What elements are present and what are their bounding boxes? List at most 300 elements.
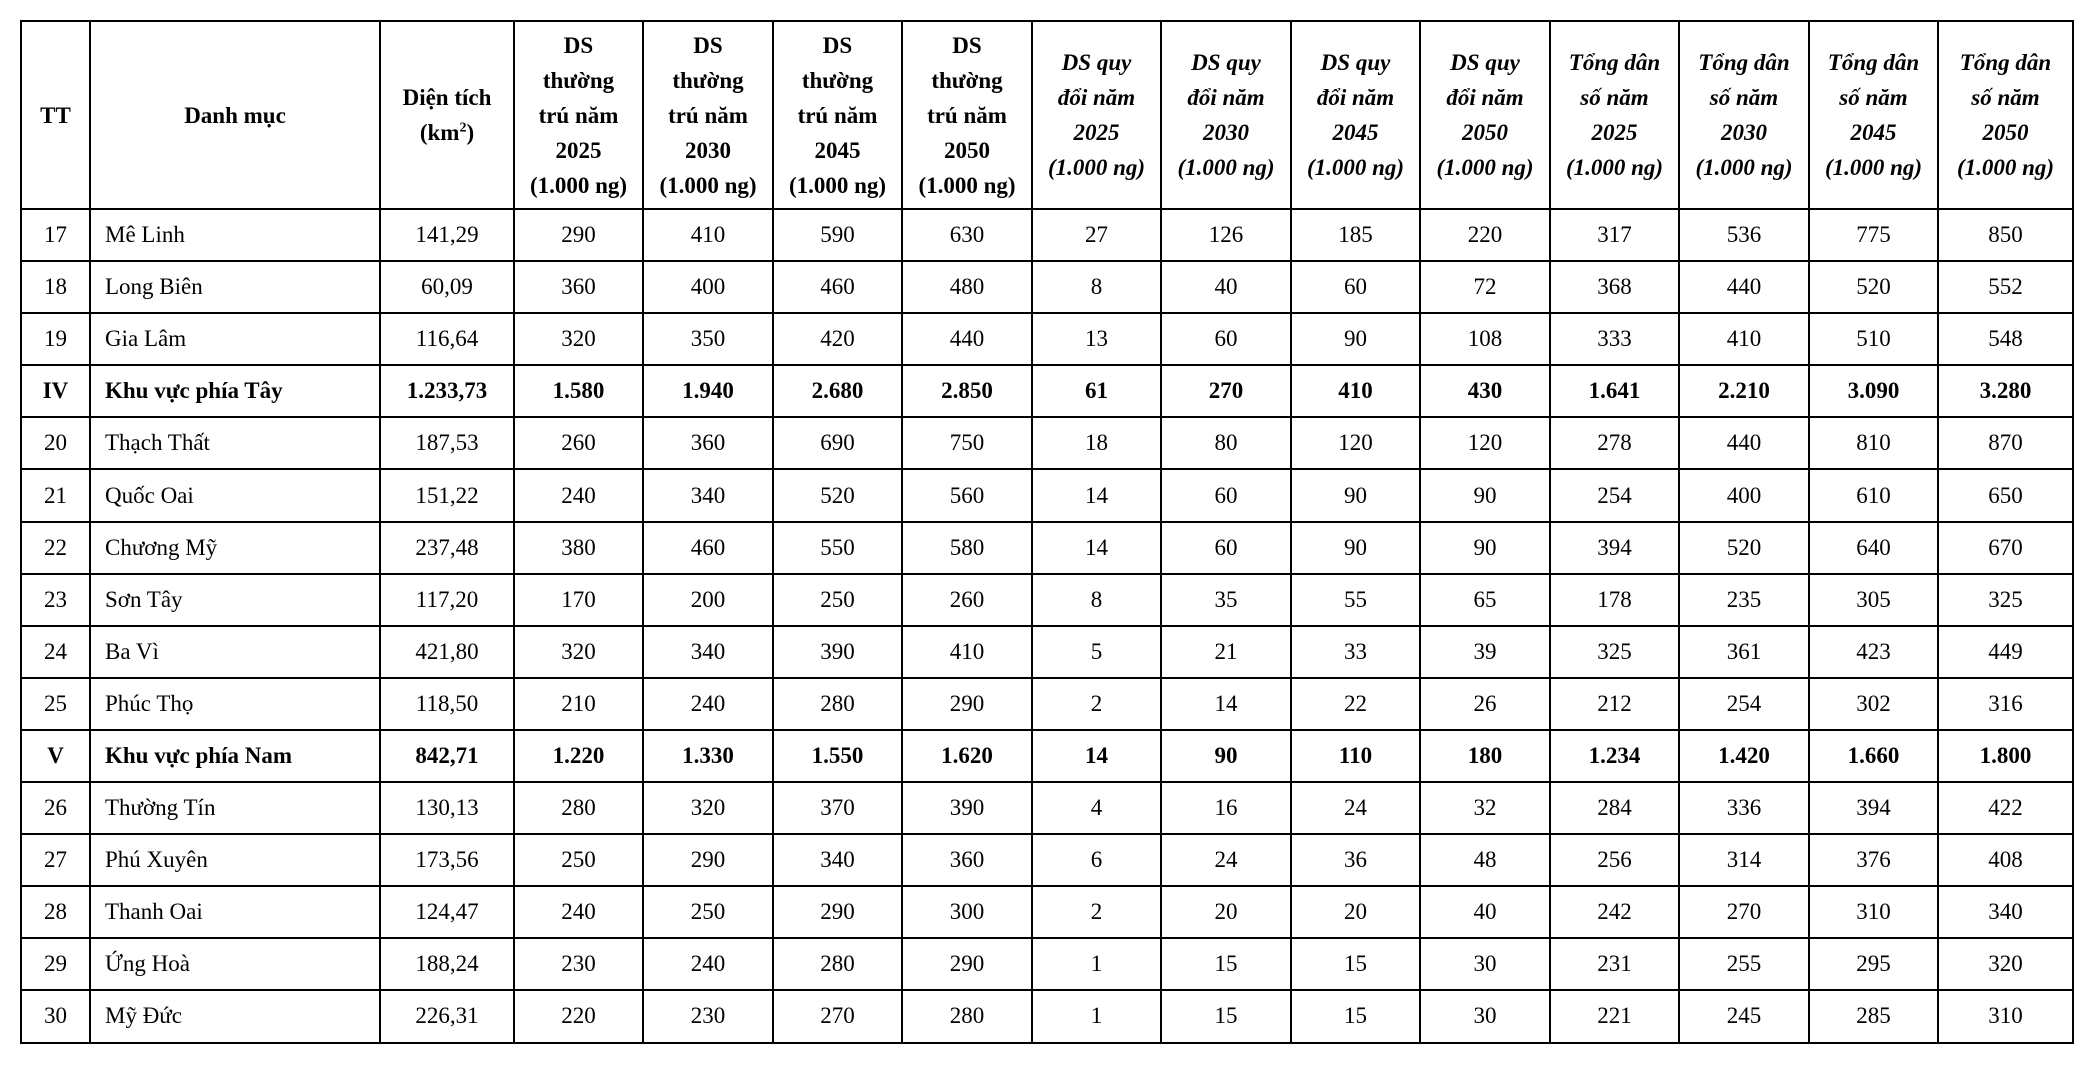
table-row xyxy=(21,678,2073,730)
header-dien-tich-label: Diện tích xyxy=(402,85,492,110)
cell-dien-tich: 141,29 xyxy=(380,209,514,261)
cell-ds-quy-doi-2025: 18 xyxy=(1032,417,1161,469)
header-line: 2050 xyxy=(944,137,990,163)
header-line: số năm xyxy=(1839,85,1908,110)
cell-tt: 18 xyxy=(21,261,90,313)
cell-ds-quy-doi-2050: 40 xyxy=(1420,886,1550,938)
table-row xyxy=(21,209,2073,261)
header-line: thường xyxy=(801,67,874,93)
population-table xyxy=(20,20,2074,1044)
cell-ds-thuong-tru-2050: 750 xyxy=(902,417,1032,469)
cell-ds-quy-doi-2025: 4 xyxy=(1032,782,1161,834)
cell-tong-dan-so-2045: 610 xyxy=(1809,469,1938,521)
cell-ds-quy-doi-2050: 120 xyxy=(1420,417,1550,469)
cell-ds-quy-doi-2045: 60 xyxy=(1291,261,1420,313)
cell-ds-thuong-tru-2025: 280 xyxy=(514,782,643,834)
cell-tong-dan-so-2050: 670 xyxy=(1938,522,2073,574)
header-line: DS quy xyxy=(1320,50,1391,75)
header-line: 2030 xyxy=(685,137,731,163)
cell-tong-dan-so-2045: 3.090 xyxy=(1809,365,1938,417)
header-line: Tổng dân xyxy=(1959,50,2052,75)
cell-ds-thuong-tru-2050: 480 xyxy=(902,261,1032,313)
header-row xyxy=(21,21,2073,209)
cell-ds-thuong-tru-2030: 320 xyxy=(643,782,773,834)
cell-ds-thuong-tru-2050: 2.850 xyxy=(902,365,1032,417)
cell-tt: 29 xyxy=(21,938,90,990)
cell-ds-thuong-tru-2030: 1.330 xyxy=(643,730,773,782)
cell-tong-dan-so-2030: 440 xyxy=(1679,261,1809,313)
cell-tong-dan-so-2025: 325 xyxy=(1550,626,1679,678)
cell-ds-quy-doi-2050: 90 xyxy=(1420,522,1550,574)
cell-ds-thuong-tru-2030: 340 xyxy=(643,626,773,678)
cell-ds-quy-doi-2045: 15 xyxy=(1291,990,1420,1042)
table-row xyxy=(21,522,2073,574)
table-row xyxy=(21,782,2073,834)
cell-ds-thuong-tru-2050: 290 xyxy=(902,938,1032,990)
cell-ds-thuong-tru-2045: 280 xyxy=(773,938,902,990)
cell-tong-dan-so-2045: 640 xyxy=(1809,522,1938,574)
cell-tong-dan-so-2030: 361 xyxy=(1679,626,1809,678)
cell-tong-dan-so-2025: 221 xyxy=(1550,990,1679,1042)
table-row xyxy=(21,626,2073,678)
header-line: DS quy xyxy=(1191,50,1261,75)
header-dien-tich xyxy=(380,21,514,209)
cell-dien-tich: 187,53 xyxy=(380,417,514,469)
cell-tong-dan-so-2045: 305 xyxy=(1809,574,1938,626)
cell-tt: 22 xyxy=(21,522,90,574)
cell-tong-dan-so-2030: 2.210 xyxy=(1679,365,1809,417)
header-line: DS xyxy=(693,32,723,58)
cell-tong-dan-so-2025: 254 xyxy=(1550,469,1679,521)
cell-tong-dan-so-2045: 310 xyxy=(1809,886,1938,938)
cell-ds-quy-doi-2045: 110 xyxy=(1291,730,1420,782)
cell-ds-thuong-tru-2025: 360 xyxy=(514,261,643,313)
cell-ds-thuong-tru-2050: 1.620 xyxy=(902,730,1032,782)
cell-tong-dan-so-2050: 408 xyxy=(1938,834,2073,886)
header-ds-thuong-tru-2045 xyxy=(773,21,902,209)
header-line: 2025 xyxy=(555,137,602,163)
cell-ds-quy-doi-2030: 40 xyxy=(1161,261,1291,313)
cell-tong-dan-so-2030: 255 xyxy=(1679,938,1809,990)
cell-ds-quy-doi-2050: 30 xyxy=(1420,938,1550,990)
header-tong-dan-so-2025 xyxy=(1550,21,1679,209)
cell-ds-quy-doi-2050: 72 xyxy=(1420,261,1550,313)
header-line: (1.000 ng) xyxy=(1047,155,1146,180)
cell-tong-dan-so-2050: 449 xyxy=(1938,626,2073,678)
header-line: đổi năm xyxy=(1187,85,1265,110)
header-line: Tổng dân xyxy=(1568,50,1661,75)
cell-ds-thuong-tru-2025: 250 xyxy=(514,834,643,886)
cell-danh-muc: Khu vực phía Nam xyxy=(90,730,380,782)
cell-ds-thuong-tru-2050: 390 xyxy=(902,782,1032,834)
header-dien-tich-unit: (km xyxy=(419,120,460,145)
cell-tong-dan-so-2050: 548 xyxy=(1938,313,2073,365)
cell-ds-quy-doi-2025: 14 xyxy=(1032,522,1161,574)
cell-tong-dan-so-2025: 284 xyxy=(1550,782,1679,834)
cell-ds-thuong-tru-2030: 400 xyxy=(643,261,773,313)
cell-ds-thuong-tru-2025: 240 xyxy=(514,469,643,521)
cell-tong-dan-so-2030: 245 xyxy=(1679,990,1809,1042)
cell-dien-tich: 118,50 xyxy=(380,678,514,730)
cell-ds-quy-doi-2050: 32 xyxy=(1420,782,1550,834)
cell-tong-dan-so-2045: 1.660 xyxy=(1809,730,1938,782)
cell-ds-quy-doi-2030: 21 xyxy=(1161,626,1291,678)
cell-ds-thuong-tru-2045: 590 xyxy=(773,209,902,261)
header-line: (1.000 ng) xyxy=(659,172,757,198)
cell-ds-quy-doi-2030: 60 xyxy=(1161,469,1291,521)
cell-ds-thuong-tru-2045: 520 xyxy=(773,469,902,521)
cell-ds-thuong-tru-2050: 260 xyxy=(902,574,1032,626)
cell-tong-dan-so-2025: 231 xyxy=(1550,938,1679,990)
table-group-row xyxy=(21,730,2073,782)
cell-dien-tich: 117,20 xyxy=(380,574,514,626)
cell-tong-dan-so-2045: 810 xyxy=(1809,417,1938,469)
cell-ds-quy-doi-2025: 2 xyxy=(1032,886,1161,938)
table-group-row xyxy=(21,365,2073,417)
cell-ds-thuong-tru-2050: 630 xyxy=(902,209,1032,261)
header-line: (1.000 ng) xyxy=(1824,155,1923,180)
cell-tong-dan-so-2025: 1.234 xyxy=(1550,730,1679,782)
header-dien-tich-sup: 2 xyxy=(459,120,467,136)
cell-tong-dan-so-2050: 850 xyxy=(1938,209,2073,261)
cell-tt: 26 xyxy=(21,782,90,834)
cell-ds-quy-doi-2050: 108 xyxy=(1420,313,1550,365)
cell-ds-quy-doi-2050: 48 xyxy=(1420,834,1550,886)
cell-ds-thuong-tru-2025: 1.220 xyxy=(514,730,643,782)
header-line: trú năm xyxy=(927,102,1007,128)
cell-tong-dan-so-2030: 440 xyxy=(1679,417,1809,469)
cell-ds-thuong-tru-2050: 580 xyxy=(902,522,1032,574)
cell-tong-dan-so-2045: 295 xyxy=(1809,938,1938,990)
header-line: DS quy xyxy=(1061,50,1132,75)
table-body xyxy=(21,209,2073,1043)
header-line: 2045 xyxy=(1332,120,1379,145)
cell-danh-muc: Phúc Thọ xyxy=(90,678,380,730)
header-line: Tổng dân xyxy=(1827,50,1920,75)
header-line: đổi năm xyxy=(1446,85,1524,110)
table-row xyxy=(21,261,2073,313)
cell-tong-dan-so-2045: 394 xyxy=(1809,782,1938,834)
cell-danh-muc: Mê Linh xyxy=(90,209,380,261)
cell-tong-dan-so-2045: 285 xyxy=(1809,990,1938,1042)
cell-dien-tich: 1.233,73 xyxy=(380,365,514,417)
cell-tong-dan-so-2030: 336 xyxy=(1679,782,1809,834)
cell-danh-muc: Ứng Hoà xyxy=(90,938,380,990)
header-line: 2050 xyxy=(1982,120,2029,145)
header-line: 2050 xyxy=(1462,120,1508,145)
cell-dien-tich: 188,24 xyxy=(380,938,514,990)
header-dien-tich-close: ) xyxy=(466,120,475,145)
cell-danh-muc: Sơn Tây xyxy=(90,574,380,626)
header-line: (1.000 ng) xyxy=(1306,155,1405,180)
cell-ds-thuong-tru-2030: 200 xyxy=(643,574,773,626)
cell-tt: 17 xyxy=(21,209,90,261)
cell-ds-quy-doi-2025: 13 xyxy=(1032,313,1161,365)
cell-tong-dan-so-2050: 316 xyxy=(1938,678,2073,730)
cell-ds-quy-doi-2050: 30 xyxy=(1420,990,1550,1042)
header-line: 2045 xyxy=(814,137,861,163)
cell-ds-quy-doi-2045: 90 xyxy=(1291,522,1420,574)
cell-ds-thuong-tru-2050: 300 xyxy=(902,886,1032,938)
header-ds-thuong-tru-2050 xyxy=(902,21,1032,209)
cell-danh-muc: Khu vực phía Tây xyxy=(90,365,380,417)
header-line: số năm xyxy=(1971,85,2040,110)
cell-ds-thuong-tru-2045: 690 xyxy=(773,417,902,469)
cell-ds-thuong-tru-2045: 1.550 xyxy=(773,730,902,782)
cell-tong-dan-so-2025: 256 xyxy=(1550,834,1679,886)
cell-tong-dan-so-2050: 3.280 xyxy=(1938,365,2073,417)
cell-danh-muc: Mỹ Đức xyxy=(90,990,380,1042)
cell-ds-quy-doi-2045: 15 xyxy=(1291,938,1420,990)
cell-ds-thuong-tru-2050: 560 xyxy=(902,469,1032,521)
cell-ds-thuong-tru-2045: 250 xyxy=(773,574,902,626)
cell-dien-tich: 130,13 xyxy=(380,782,514,834)
population-table-container xyxy=(20,20,2074,1044)
cell-ds-thuong-tru-2025: 320 xyxy=(514,626,643,678)
cell-ds-thuong-tru-2050: 410 xyxy=(902,626,1032,678)
cell-ds-thuong-tru-2030: 240 xyxy=(643,678,773,730)
cell-danh-muc: Thanh Oai xyxy=(90,886,380,938)
cell-ds-quy-doi-2045: 55 xyxy=(1291,574,1420,626)
cell-ds-quy-doi-2045: 24 xyxy=(1291,782,1420,834)
cell-ds-quy-doi-2030: 270 xyxy=(1161,365,1291,417)
cell-ds-quy-doi-2025: 14 xyxy=(1032,469,1161,521)
cell-danh-muc: Phú Xuyên xyxy=(90,834,380,886)
cell-ds-quy-doi-2030: 126 xyxy=(1161,209,1291,261)
cell-ds-quy-doi-2025: 8 xyxy=(1032,574,1161,626)
cell-tt: 27 xyxy=(21,834,90,886)
cell-ds-quy-doi-2025: 8 xyxy=(1032,261,1161,313)
cell-ds-quy-doi-2025: 27 xyxy=(1032,209,1161,261)
cell-dien-tich: 237,48 xyxy=(380,522,514,574)
cell-tong-dan-so-2050: 320 xyxy=(1938,938,2073,990)
cell-tong-dan-so-2030: 314 xyxy=(1679,834,1809,886)
cell-ds-quy-doi-2030: 20 xyxy=(1161,886,1291,938)
cell-danh-muc: Gia Lâm xyxy=(90,313,380,365)
cell-ds-thuong-tru-2050: 280 xyxy=(902,990,1032,1042)
header-line: đổi năm xyxy=(1316,85,1395,110)
cell-tong-dan-so-2045: 510 xyxy=(1809,313,1938,365)
cell-ds-thuong-tru-2045: 340 xyxy=(773,834,902,886)
table-row xyxy=(21,886,2073,938)
header-line: số năm xyxy=(1709,85,1779,110)
cell-tt: 21 xyxy=(21,469,90,521)
cell-ds-quy-doi-2025: 1 xyxy=(1032,990,1161,1042)
cell-tong-dan-so-2030: 1.420 xyxy=(1679,730,1809,782)
cell-ds-thuong-tru-2045: 280 xyxy=(773,678,902,730)
header-ds-quy-doi-2025 xyxy=(1032,21,1161,209)
cell-ds-thuong-tru-2045: 290 xyxy=(773,886,902,938)
header-line: DS xyxy=(952,32,982,58)
cell-ds-quy-doi-2050: 65 xyxy=(1420,574,1550,626)
cell-ds-thuong-tru-2030: 350 xyxy=(643,313,773,365)
cell-ds-thuong-tru-2025: 170 xyxy=(514,574,643,626)
table-row xyxy=(21,938,2073,990)
cell-ds-thuong-tru-2025: 220 xyxy=(514,990,643,1042)
cell-tong-dan-so-2030: 400 xyxy=(1679,469,1809,521)
header-line: trú năm xyxy=(668,102,748,128)
cell-ds-thuong-tru-2030: 250 xyxy=(643,886,773,938)
cell-tong-dan-so-2030: 520 xyxy=(1679,522,1809,574)
header-line: trú năm xyxy=(538,102,619,128)
cell-danh-muc: Thạch Thất xyxy=(90,417,380,469)
cell-ds-quy-doi-2030: 90 xyxy=(1161,730,1291,782)
cell-tt: V xyxy=(21,730,90,782)
table-row xyxy=(21,417,2073,469)
cell-tong-dan-so-2025: 317 xyxy=(1550,209,1679,261)
cell-ds-quy-doi-2045: 33 xyxy=(1291,626,1420,678)
header-line: (1.000 ng) xyxy=(918,172,1016,198)
header-line: Tổng dân xyxy=(1698,50,1790,75)
cell-tong-dan-so-2050: 325 xyxy=(1938,574,2073,626)
cell-ds-thuong-tru-2025: 380 xyxy=(514,522,643,574)
cell-ds-thuong-tru-2030: 230 xyxy=(643,990,773,1042)
table-row xyxy=(21,469,2073,521)
cell-ds-quy-doi-2045: 120 xyxy=(1291,417,1420,469)
cell-tt: 30 xyxy=(21,990,90,1042)
header-line: thường xyxy=(542,67,615,93)
cell-danh-muc: Quốc Oai xyxy=(90,469,380,521)
cell-ds-quy-doi-2030: 15 xyxy=(1161,990,1291,1042)
cell-tong-dan-so-2030: 410 xyxy=(1679,313,1809,365)
cell-ds-thuong-tru-2025: 290 xyxy=(514,209,643,261)
header-ds-quy-doi-2050 xyxy=(1420,21,1550,209)
header-tong-dan-so-2045 xyxy=(1809,21,1938,209)
cell-ds-quy-doi-2050: 90 xyxy=(1420,469,1550,521)
cell-danh-muc: Ba Vì xyxy=(90,626,380,678)
cell-ds-quy-doi-2030: 80 xyxy=(1161,417,1291,469)
cell-ds-quy-doi-2025: 5 xyxy=(1032,626,1161,678)
cell-ds-quy-doi-2025: 6 xyxy=(1032,834,1161,886)
cell-ds-thuong-tru-2045: 550 xyxy=(773,522,902,574)
cell-ds-quy-doi-2045: 20 xyxy=(1291,886,1420,938)
cell-danh-muc: Long Biên xyxy=(90,261,380,313)
header-line: 2025 xyxy=(1591,120,1638,145)
cell-ds-thuong-tru-2050: 360 xyxy=(902,834,1032,886)
cell-tong-dan-so-2030: 254 xyxy=(1679,678,1809,730)
cell-ds-quy-doi-2025: 1 xyxy=(1032,938,1161,990)
cell-tong-dan-so-2050: 310 xyxy=(1938,990,2073,1042)
cell-ds-thuong-tru-2030: 360 xyxy=(643,417,773,469)
header-line: DS quy xyxy=(1450,50,1520,75)
cell-ds-quy-doi-2045: 410 xyxy=(1291,365,1420,417)
header-tt: TT xyxy=(21,21,90,209)
cell-ds-quy-doi-2050: 430 xyxy=(1420,365,1550,417)
cell-tt: IV xyxy=(21,365,90,417)
cell-tong-dan-so-2045: 520 xyxy=(1809,261,1938,313)
header-tong-dan-so-2050 xyxy=(1938,21,2073,209)
cell-ds-quy-doi-2025: 2 xyxy=(1032,678,1161,730)
cell-tt: 20 xyxy=(21,417,90,469)
cell-tt: 28 xyxy=(21,886,90,938)
cell-tt: 24 xyxy=(21,626,90,678)
cell-danh-muc: Thường Tín xyxy=(90,782,380,834)
header-line: 2030 xyxy=(1203,120,1249,145)
cell-ds-thuong-tru-2025: 240 xyxy=(514,886,643,938)
cell-ds-thuong-tru-2045: 460 xyxy=(773,261,902,313)
cell-tong-dan-so-2025: 178 xyxy=(1550,574,1679,626)
cell-danh-muc: Chương Mỹ xyxy=(90,522,380,574)
cell-ds-quy-doi-2030: 60 xyxy=(1161,522,1291,574)
header-ds-thuong-tru-2030 xyxy=(643,21,773,209)
header-line: DS xyxy=(822,32,853,58)
header-line: đổi năm xyxy=(1057,85,1136,110)
cell-ds-quy-doi-2045: 185 xyxy=(1291,209,1420,261)
cell-tt: 19 xyxy=(21,313,90,365)
cell-ds-quy-doi-2030: 35 xyxy=(1161,574,1291,626)
cell-tong-dan-so-2050: 1.800 xyxy=(1938,730,2073,782)
header-ds-thuong-tru-2025 xyxy=(514,21,643,209)
cell-tong-dan-so-2050: 340 xyxy=(1938,886,2073,938)
header-line: (1.000 ng) xyxy=(529,172,628,198)
header-line: trú năm xyxy=(797,102,878,128)
cell-dien-tich: 842,71 xyxy=(380,730,514,782)
header-danh-muc: Danh mục xyxy=(90,21,380,209)
cell-tong-dan-so-2025: 394 xyxy=(1550,522,1679,574)
cell-tong-dan-so-2050: 552 xyxy=(1938,261,2073,313)
cell-ds-quy-doi-2030: 24 xyxy=(1161,834,1291,886)
header-line: (1.000 ng) xyxy=(1436,155,1534,180)
cell-dien-tich: 421,80 xyxy=(380,626,514,678)
cell-ds-thuong-tru-2050: 440 xyxy=(902,313,1032,365)
cell-tong-dan-so-2025: 1.641 xyxy=(1550,365,1679,417)
cell-tong-dan-so-2045: 302 xyxy=(1809,678,1938,730)
header-line: (1.000 ng) xyxy=(1177,155,1275,180)
cell-ds-thuong-tru-2030: 340 xyxy=(643,469,773,521)
cell-ds-thuong-tru-2030: 240 xyxy=(643,938,773,990)
cell-dien-tich: 151,22 xyxy=(380,469,514,521)
cell-ds-quy-doi-2045: 90 xyxy=(1291,469,1420,521)
cell-ds-thuong-tru-2030: 1.940 xyxy=(643,365,773,417)
header-ds-quy-doi-2030 xyxy=(1161,21,1291,209)
cell-tt: 25 xyxy=(21,678,90,730)
cell-tong-dan-so-2025: 212 xyxy=(1550,678,1679,730)
cell-ds-thuong-tru-2025: 230 xyxy=(514,938,643,990)
cell-ds-quy-doi-2025: 14 xyxy=(1032,730,1161,782)
cell-tong-dan-so-2045: 423 xyxy=(1809,626,1938,678)
cell-ds-thuong-tru-2025: 210 xyxy=(514,678,643,730)
cell-tong-dan-so-2025: 368 xyxy=(1550,261,1679,313)
cell-tong-dan-so-2050: 870 xyxy=(1938,417,2073,469)
cell-ds-thuong-tru-2030: 460 xyxy=(643,522,773,574)
cell-tong-dan-so-2025: 278 xyxy=(1550,417,1679,469)
cell-tong-dan-so-2025: 242 xyxy=(1550,886,1679,938)
cell-ds-thuong-tru-2030: 290 xyxy=(643,834,773,886)
header-line: (1.000 ng) xyxy=(1565,155,1664,180)
header-line: thường xyxy=(672,67,744,93)
header-ds-quy-doi-2045 xyxy=(1291,21,1420,209)
cell-ds-quy-doi-2030: 14 xyxy=(1161,678,1291,730)
table-row xyxy=(21,990,2073,1042)
cell-ds-thuong-tru-2030: 410 xyxy=(643,209,773,261)
cell-ds-thuong-tru-2025: 1.580 xyxy=(514,365,643,417)
cell-ds-thuong-tru-2045: 270 xyxy=(773,990,902,1042)
header-line: thường xyxy=(931,67,1003,93)
header-line: (1.000 ng) xyxy=(1695,155,1793,180)
cell-ds-quy-doi-2030: 60 xyxy=(1161,313,1291,365)
cell-tt: 23 xyxy=(21,574,90,626)
cell-ds-thuong-tru-2045: 2.680 xyxy=(773,365,902,417)
cell-ds-quy-doi-2045: 22 xyxy=(1291,678,1420,730)
cell-ds-thuong-tru-2050: 290 xyxy=(902,678,1032,730)
cell-dien-tich: 226,31 xyxy=(380,990,514,1042)
cell-ds-quy-doi-2030: 16 xyxy=(1161,782,1291,834)
header-line: 2025 xyxy=(1073,120,1120,145)
header-line: 2045 xyxy=(1850,120,1897,145)
cell-tong-dan-so-2030: 235 xyxy=(1679,574,1809,626)
cell-tong-dan-so-2050: 650 xyxy=(1938,469,2073,521)
header-line: số năm xyxy=(1580,85,1649,110)
